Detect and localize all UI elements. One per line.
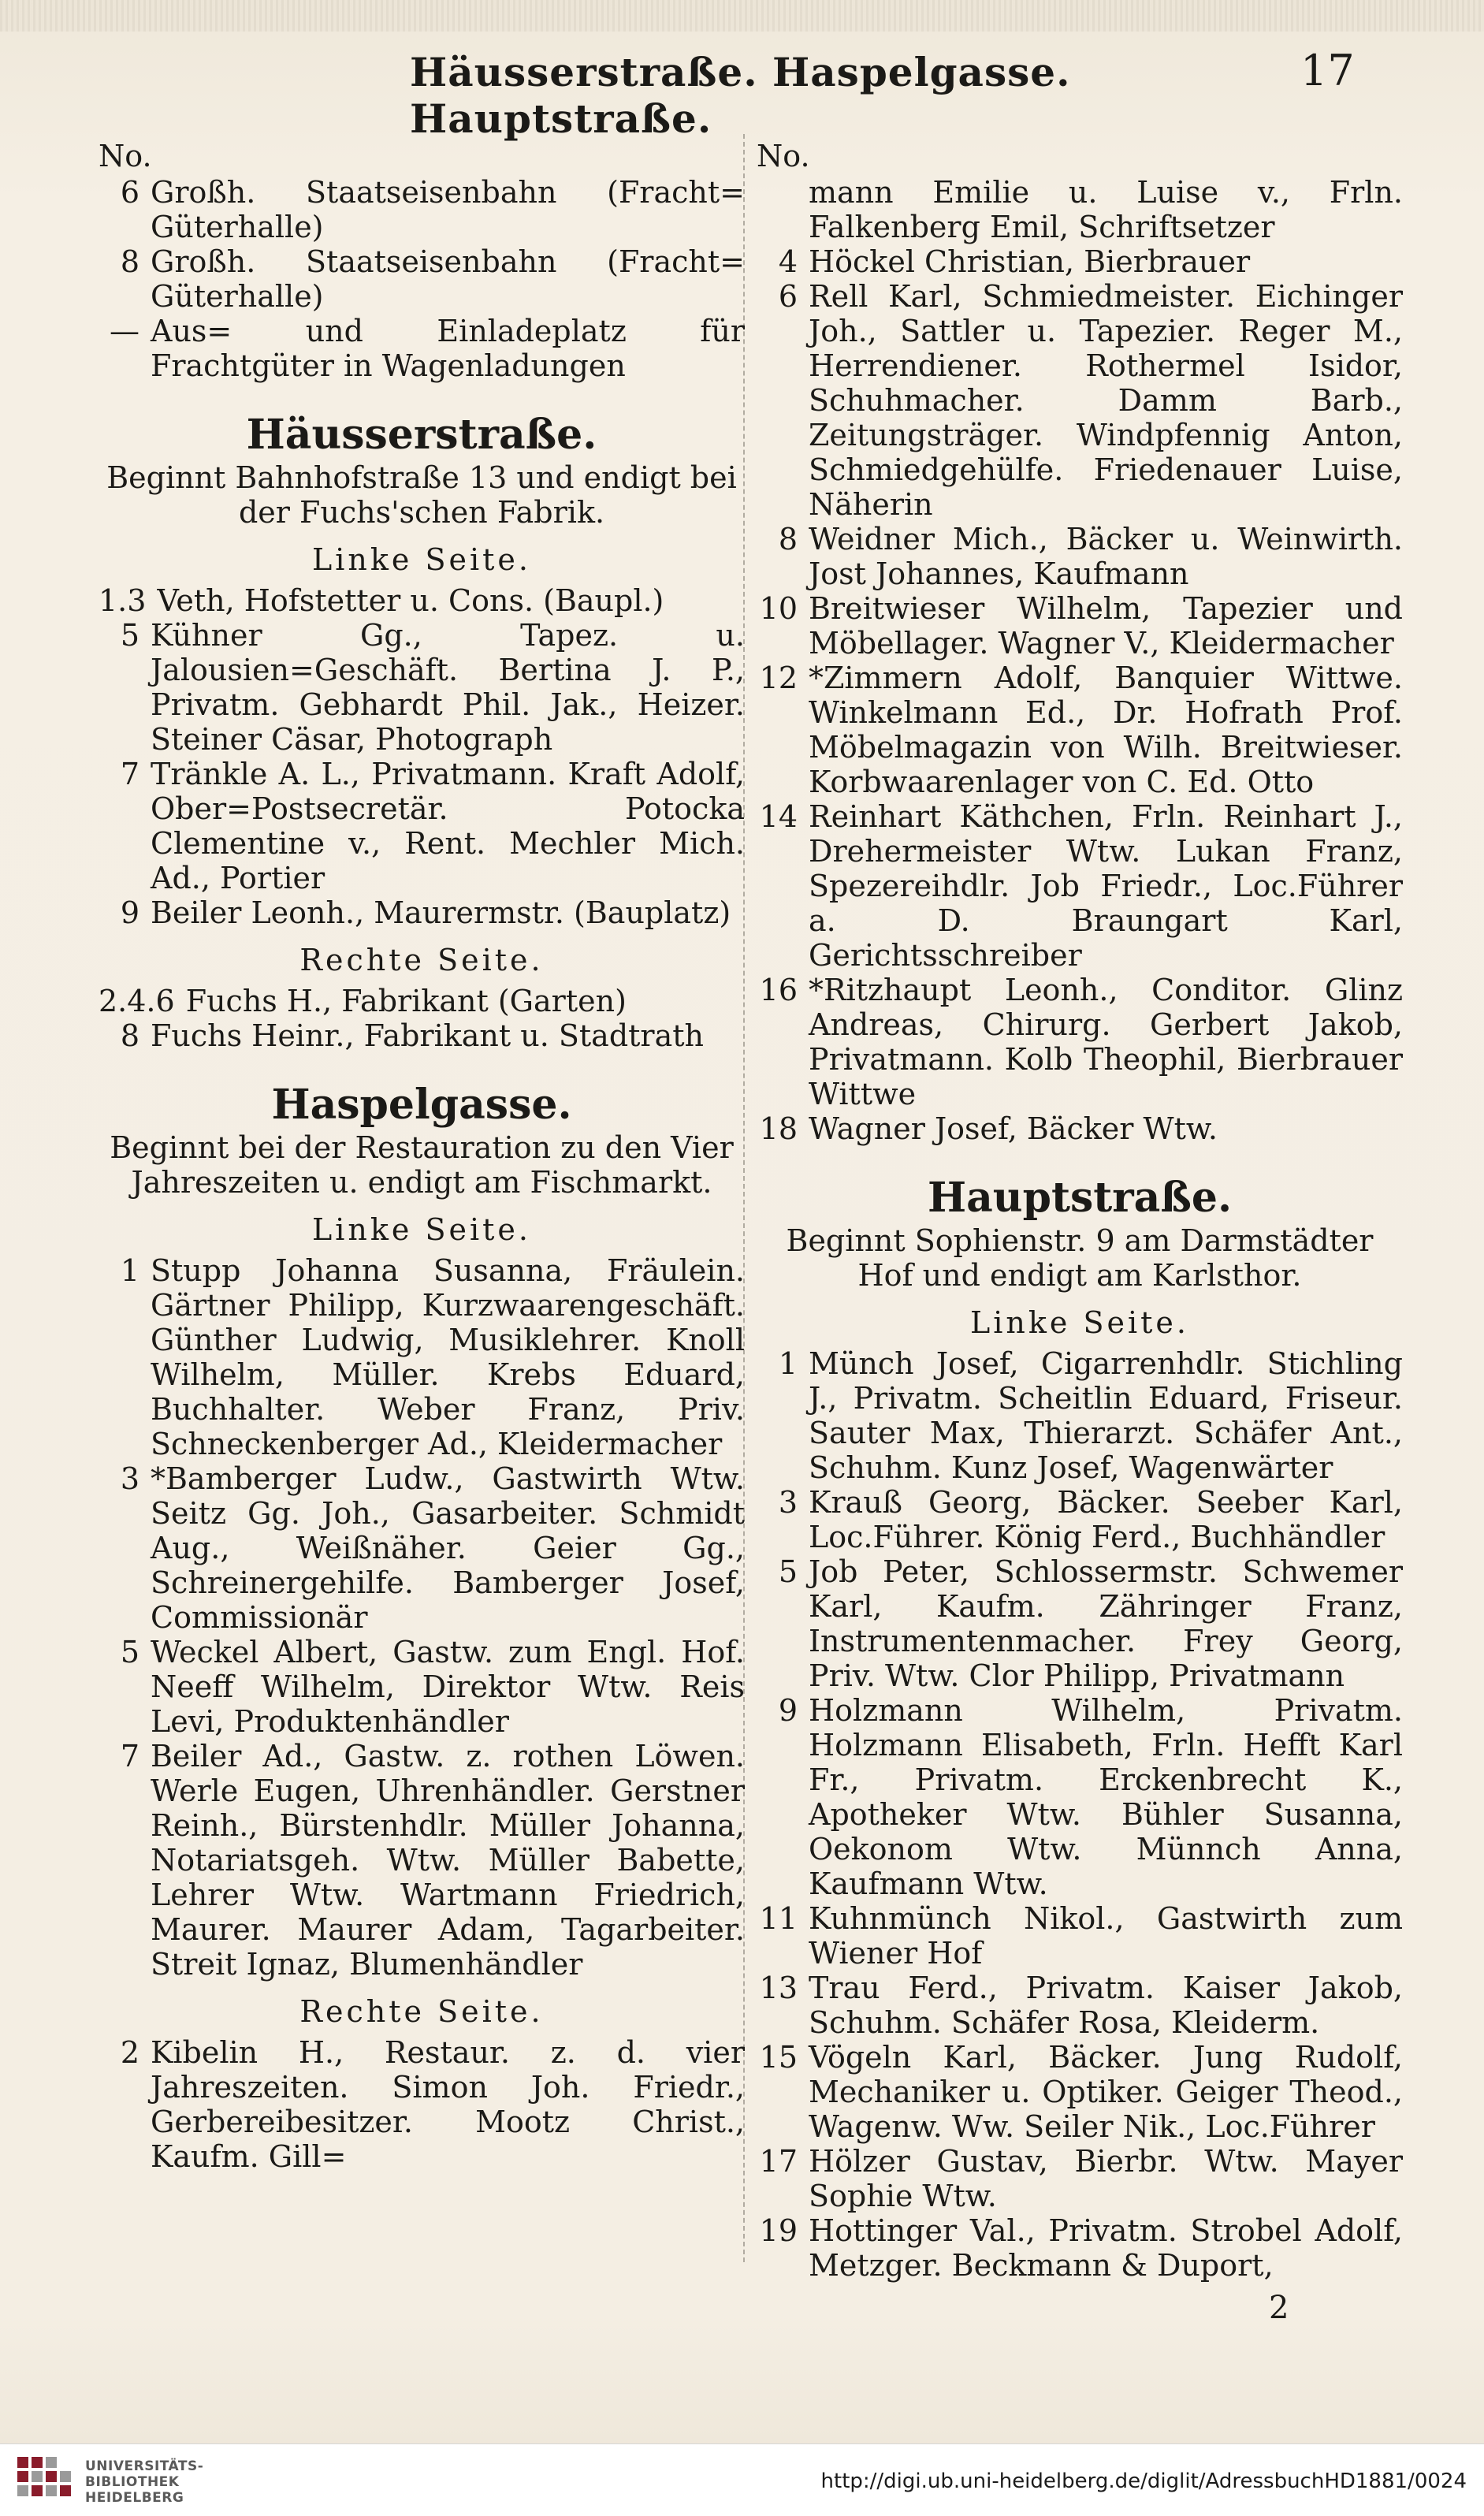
house-number: 1 [778, 1346, 798, 1381]
resident-list: Kuhnmünch Nikol., Gastwirth zum Wiener Hof [809, 1901, 1403, 1971]
house-number: 8 [120, 244, 139, 279]
resident-list: Beiler Leonh., Maurermstr. (Bauplatz) [151, 895, 731, 930]
directory-entry [99, 1635, 745, 1739]
house-number: 9 [778, 1693, 798, 1728]
resident-list: Beiler Ad., Gastw. z. rothen Löwen. Werle Eugen, Uhrenhändler. Gerstner Reinh., Bürstenhdlr. Müller Johanna, Notariatsgeh. Wtw. Müller Babette, Lehrer Wtw. Wartmann Friedrich, Maurer. Maurer Adam, Tagarbeiter. Streit Ignaz, Blumenhändler [151, 1739, 745, 1982]
directory-entry [757, 522, 1403, 591]
house-number: 9 [120, 895, 139, 930]
house-number: 1.3 [99, 583, 147, 618]
page-number: 17 [1300, 46, 1355, 95]
street-title: Haspelgasse. [271, 1081, 572, 1129]
house-number: 8 [778, 522, 798, 556]
resident-list: Stupp Johanna Susanna, Fräulein. Gärtner Philipp, Kurzwaarengeschäft. Günther Ludwig, Musiklehrer. Knoll Wilhelm, Müller. Krebs Eduard, Buchhalter. Weber Franz, Priv. Schneckenberger Ad., Kleidermacher [151, 1253, 745, 1461]
resident-list: Großh. Staatseisenbahn (Fracht= Güterhalle) [151, 175, 745, 244]
house-number: 7 [120, 1739, 139, 1773]
house-number: 8 [120, 1018, 139, 1053]
house-number: 1 [120, 1253, 139, 1288]
directory-entry [757, 799, 1403, 973]
street-description: Beginnt Bahnhofstraße 13 und endigt bei der Fuchs'schen Fabrik. [106, 460, 737, 530]
directory-entry [99, 244, 745, 314]
directory-entry [99, 984, 745, 1018]
resident-list: Großh. Staatseisenbahn (Fracht= Güterhalle) [151, 244, 745, 314]
street-side-heading: Linke Seite. [312, 1212, 531, 1247]
library-name [85, 2458, 203, 2506]
resident-list: Fuchs Heinr., Fabrikant u. Stadtrath [151, 1018, 704, 1053]
directory-entry [757, 175, 1403, 244]
resident-list: mann Emilie u. Luise v., Frln. Falkenberg Emil, Schriftsetzer [809, 175, 1403, 244]
directory-entry [99, 314, 745, 383]
resident-list: Höckel Christian, Bierbrauer [809, 244, 1251, 279]
scan-edge [0, 0, 1484, 32]
library-name-line: BIBLIOTHEK [85, 2474, 180, 2490]
library-name-line: UNIVERSITÄTS- [85, 2458, 204, 2474]
running-title: Häusserstraße. Haspelgasse. Hauptstraße. [410, 49, 1071, 142]
directory-entry [757, 244, 1403, 279]
house-number: 19 [759, 2213, 798, 2248]
library-name-line: HEIDELBERG [85, 2490, 184, 2506]
source-url-link[interactable]: http://digi.ub.uni-heidelberg.de/diglit/AdressbuchHD1881/0024 [820, 2469, 1467, 2493]
number-column-label: No. [757, 139, 810, 173]
house-number: 14 [759, 799, 798, 834]
house-number: 12 [759, 661, 798, 695]
directory-entry [757, 1971, 1403, 2040]
resident-list: Breitwieser Wilhelm, Tapezier und Möbellager. Wagner V., Kleidermacher [809, 591, 1403, 661]
house-number: 7 [120, 757, 139, 791]
resident-list: Krauß Georg, Bäcker. Seeber Karl, Loc.Führer. König Ferd., Buchhändler [809, 1485, 1403, 1554]
directory-entry [99, 1018, 745, 1053]
directory-entry [757, 2213, 1403, 2283]
house-number: 5 [778, 1554, 798, 1589]
right-column [757, 139, 1403, 2283]
house-number: 5 [120, 618, 139, 653]
house-number: 15 [759, 2040, 798, 2075]
directory-entry [757, 1485, 1403, 1554]
house-number: 5 [120, 1635, 139, 1669]
street-title: Häusserstraße. [246, 411, 597, 459]
resident-list: Tränkle A. L., Privatmann. Kraft Adolf, Ober=Postsecretär. Potocka Clementine v., Rent. Mechler Mich. Ad., Portier [151, 757, 745, 895]
resident-list: Holzmann Wilhelm, Privatm. Holzmann Elisabeth, Frln. Hefft Karl Fr., Privatm. Erckenbrecht K., Apotheker Wtw. Bühler Susanna, Oekonom Wtw. Münnch Anna, Kaufmann Wtw. [809, 1693, 1403, 1901]
directory-entry [757, 661, 1403, 799]
resident-list: Hölzer Gustav, Bierbr. Wtw. Mayer Sophie Wtw. [809, 2144, 1403, 2213]
resident-list: Hottinger Val., Privatm. Strobel Adolf, Metzger. Beckmann & Duport, [809, 2213, 1403, 2283]
resident-list: Kühner Gg., Tapez. u. Jalousien=Geschäft. Bertina J. P., Privatm. Gebhardt Phil. Jak., Heizer. Steiner Cäsar, Photograph [151, 618, 745, 757]
directory-entry [99, 757, 745, 895]
resident-list: Job Peter, Schlossermstr. Schwemer Karl, Kaufm. Zähringer Franz, Instrumentenmacher. Frey Georg, Priv. Wtw. Clor Philipp, Privatmann [809, 1554, 1403, 1693]
street-side-heading: Linke Seite. [970, 1305, 1189, 1340]
directory-entry [757, 279, 1403, 522]
signature-mark: 2 [1269, 2290, 1289, 2326]
street-side-heading: Rechte Seite. [299, 1994, 544, 2029]
directory-entry [99, 1461, 745, 1635]
house-number: 2.4.6 [99, 984, 175, 1018]
house-number: 18 [759, 1111, 798, 1146]
house-number: — [110, 314, 139, 348]
resident-list: *Ritzhaupt Leonh., Conditor. Glinz Andreas, Chirurg. Gerbert Jakob, Privatmann. Kolb Theophil, Bierbrauer Wittwe [809, 973, 1403, 1111]
resident-list: Reinhart Käthchen, Frln. Reinhart J., Drehermeister Wtw. Lukan Franz, Spezereihdlr. Job Friedr., Loc.Führer a. D. Braungart Karl, Gerichtsschreiber [809, 799, 1403, 973]
house-number: 13 [759, 1971, 798, 2005]
directory-entry [99, 1253, 745, 1461]
resident-list: Weckel Albert, Gastw. zum Engl. Hof. Neeff Wilhelm, Direktor Wtw. Reis Levi, Produktenhändler [151, 1635, 745, 1739]
directory-entry [99, 1739, 745, 1982]
house-number: 3 [120, 1461, 139, 1496]
resident-list: Wagner Josef, Bäcker Wtw. [809, 1111, 1218, 1146]
resident-list: Weidner Mich., Bäcker u. Weinwirth. Jost Johannes, Kaufmann [809, 522, 1403, 591]
street-description: Beginnt Sophienstr. 9 am Darmstädter Hof und endigt am Karlsthor. [786, 1223, 1374, 1293]
directory-entry [99, 618, 745, 757]
house-number: 4 [778, 244, 798, 279]
street-side-heading: Rechte Seite. [299, 943, 544, 977]
directory-entry [757, 1346, 1403, 1485]
house-number: 3 [778, 1485, 798, 1520]
house-number: 10 [759, 591, 798, 626]
number-column-label: No. [99, 139, 152, 173]
resident-list: Trau Ferd., Privatm. Kaiser Jakob, Schuhm. Schäfer Rosa, Kleiderm. [809, 1971, 1403, 2040]
directory-entry [757, 1693, 1403, 1901]
street-side-heading: Linke Seite. [312, 542, 531, 577]
resident-list: Fuchs H., Fabrikant (Garten) [185, 984, 627, 1018]
resident-list: Kibelin H., Restaur. z. d. vier Jahreszeiten. Simon Joh. Friedr., Gerbereibesitzer. Mootz Christ., Kaufm. Gill= [151, 2035, 745, 2174]
directory-entry [757, 973, 1403, 1111]
directory-entry [99, 2035, 745, 2174]
directory-entry [99, 583, 745, 618]
house-number: 6 [120, 175, 139, 210]
house-number: 16 [759, 973, 798, 1007]
resident-list: *Bamberger Ludw., Gastwirth Wtw. Seitz Gg. Joh., Gasarbeiter. Schmidt Aug., Weißnäher. Geier Gg., Schreinergehilfe. Bamberger Josef, Commissionär [151, 1461, 745, 1635]
resident-list: Münch Josef, Cigarrenhdlr. Stichling J., Privatm. Scheitlin Eduard, Friseur. Sauter Max, Thierarzt. Schäfer Ant., Schuhm. Kunz Josef, Wagenwärter [809, 1346, 1403, 1485]
left-column [99, 139, 745, 2174]
street-description: Beginnt bei der Restauration zu den Vier Jahreszeiten u. endigt am Fischmarkt. [110, 1130, 734, 1200]
directory-entry [757, 2144, 1403, 2213]
resident-list: Veth, Hofstetter u. Cons. (Baupl.) [157, 583, 664, 618]
directory-entry [99, 175, 745, 244]
resident-list: *Zimmern Adolf, Banquier Wittwe. Winkelmann Ed., Dr. Hofrath Prof. Möbelmagazin von Wilh. Breitwieser. Korbwaarenlager von C. Ed. Otto [809, 661, 1403, 799]
house-number: 2 [120, 2035, 139, 2070]
directory-entry [757, 1554, 1403, 1693]
resident-list: Aus= und Einladeplatz für Frachtgüter in Wagenladungen [151, 314, 745, 383]
house-number: 17 [759, 2144, 798, 2179]
street-title: Hauptstraße. [927, 1174, 1233, 1222]
directory-entry [99, 895, 745, 930]
house-number: 6 [778, 279, 798, 314]
university-library-logo-icon [14, 2454, 77, 2509]
resident-list: Rell Karl, Schmiedmeister. Eichinger Joh., Sattler u. Tapezier. Reger M., Herrendiener. Rothermel Isidor, Schuhmacher. Damm Barb., Zeitungsträger. Windpfennig Anton, Schmiedgehülfe. Friedenauer Luise, Näherin [809, 279, 1403, 522]
resident-list: Vögeln Karl, Bäcker. Jung Rudolf, Mechaniker u. Optiker. Geiger Theod., Wagenw. Ww. Seiler Nik., Loc.Führer [809, 2040, 1403, 2144]
footer-bar [0, 2443, 1484, 2516]
directory-entry [757, 1901, 1403, 1971]
directory-entry [757, 1111, 1403, 1146]
directory-entry [757, 2040, 1403, 2144]
house-number: 11 [759, 1901, 798, 1936]
directory-entry [757, 591, 1403, 661]
